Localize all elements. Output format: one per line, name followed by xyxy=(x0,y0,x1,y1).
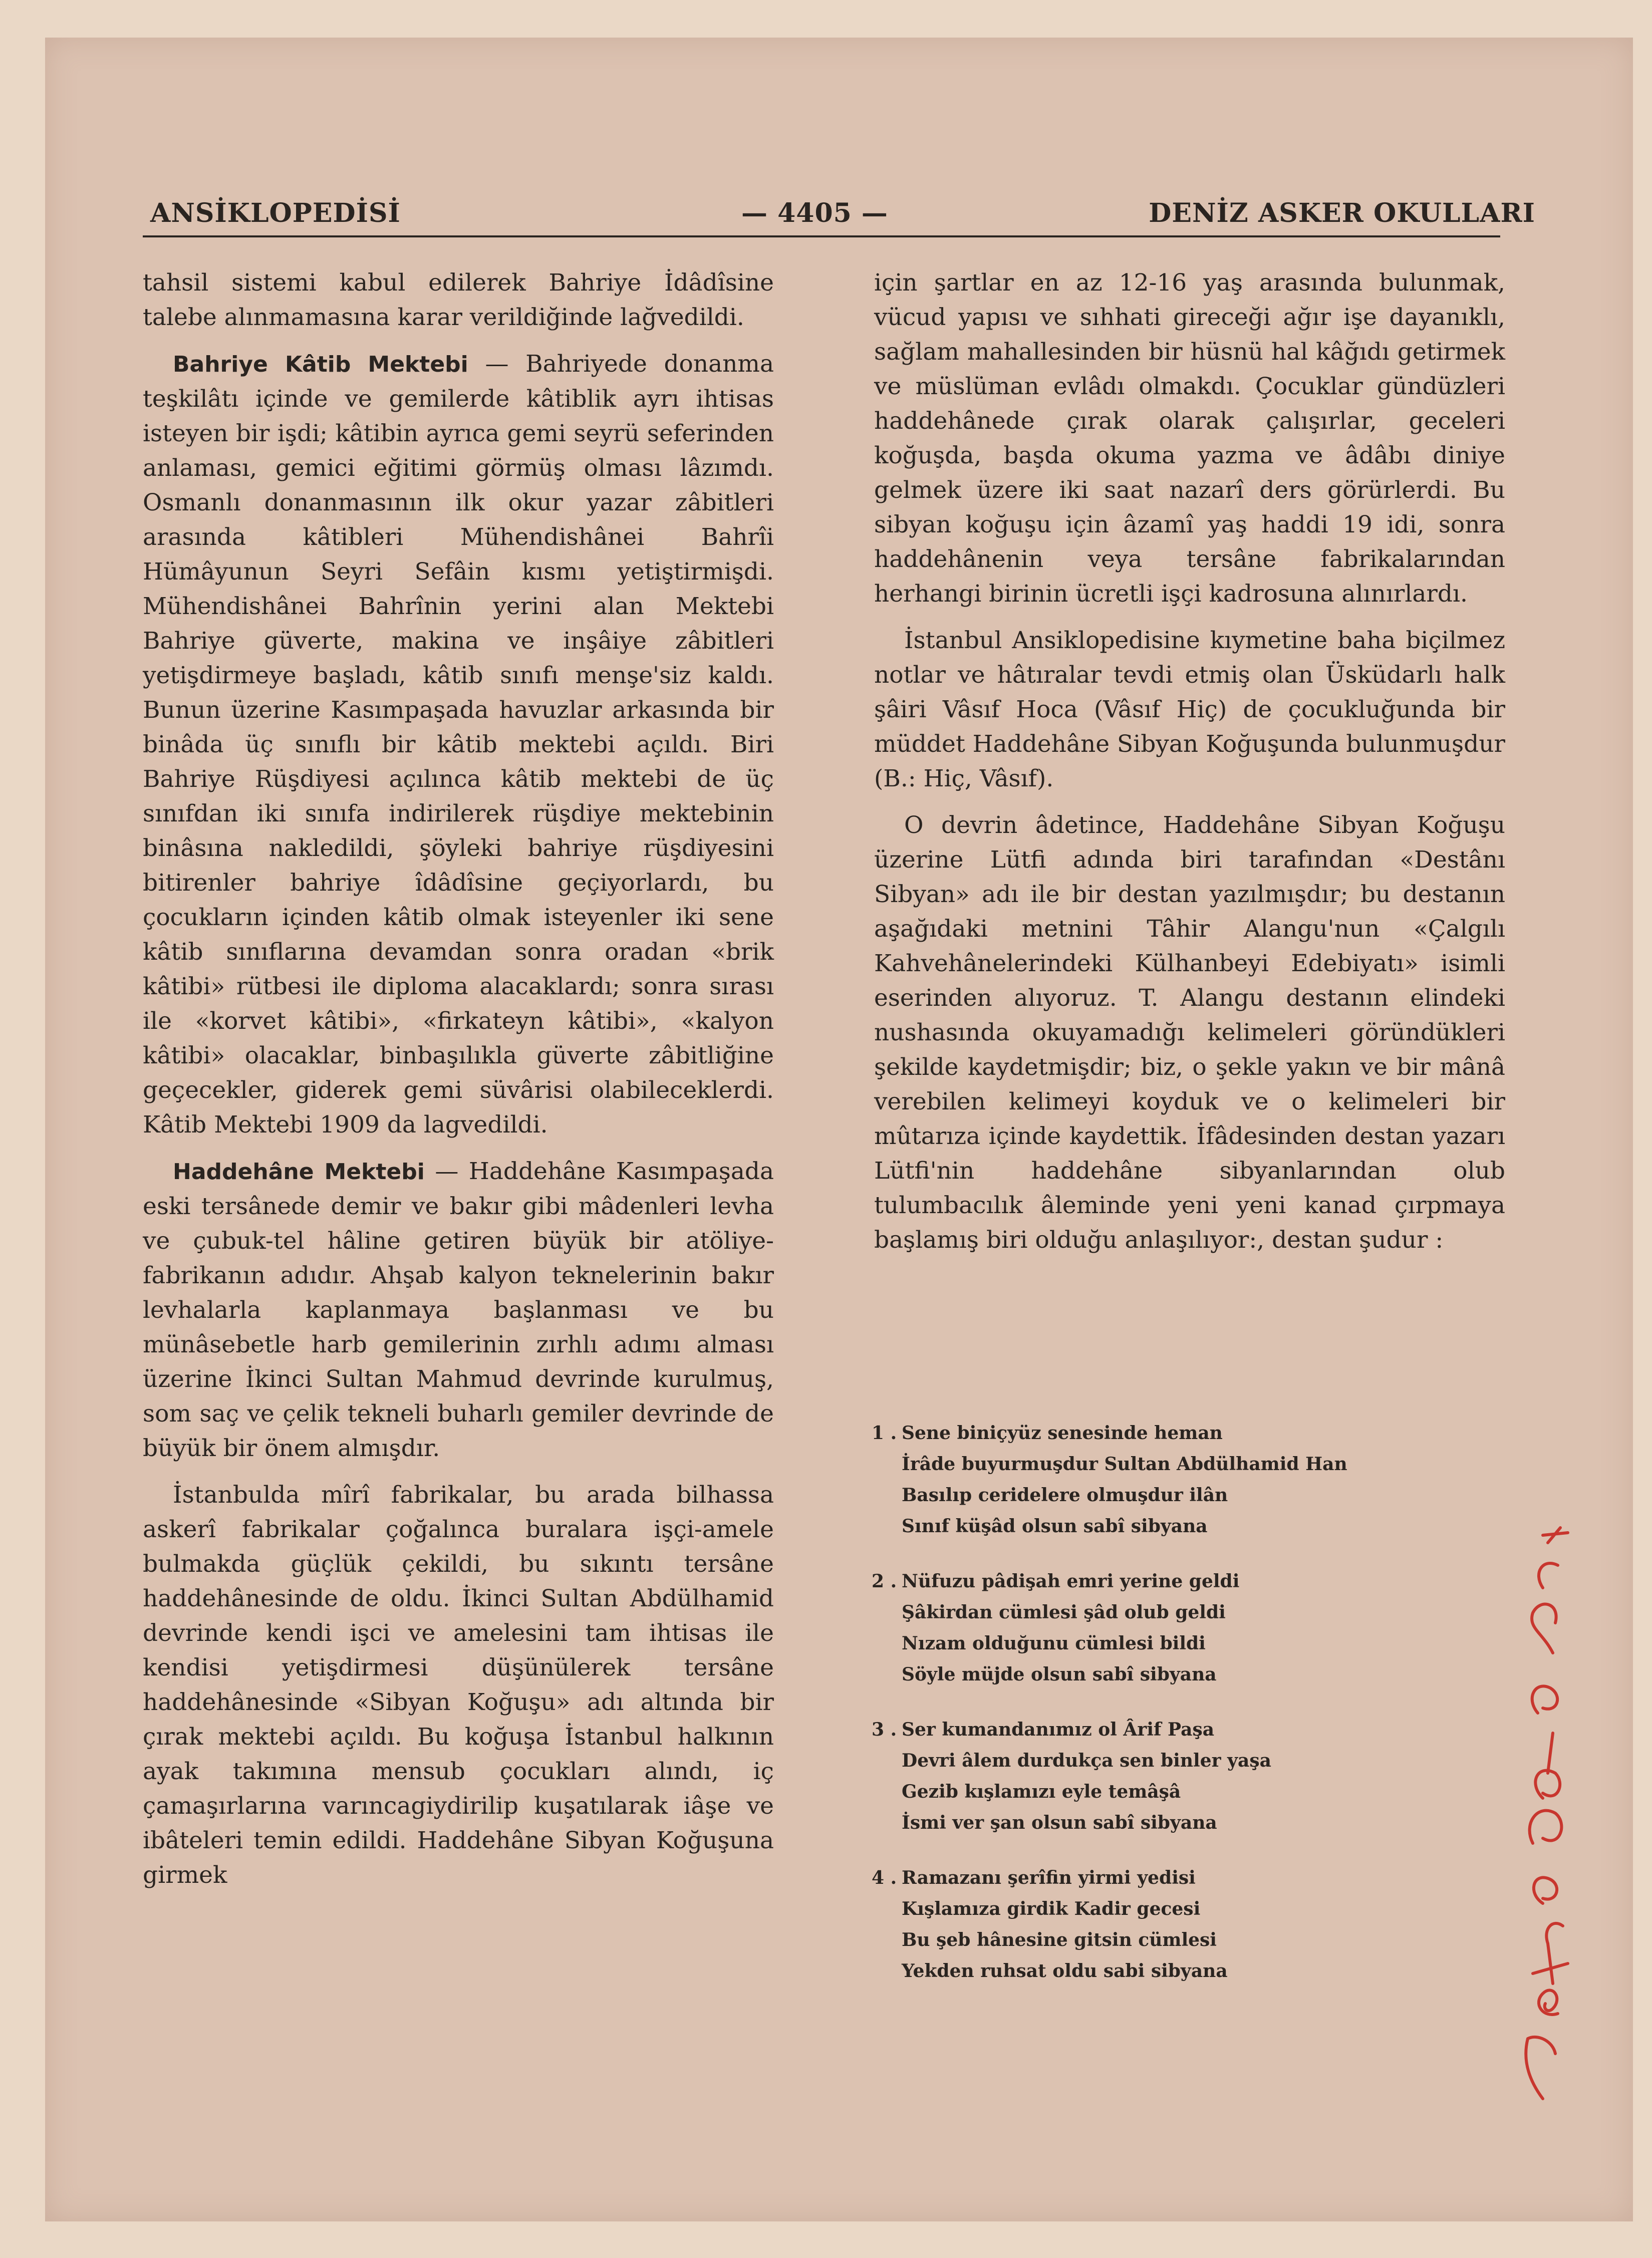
poem-line: Kışlamıza girdik Kadir gecesi xyxy=(902,1898,1201,1919)
poem-line: Basılıp ceridelere olmuşdur ilân xyxy=(902,1485,1228,1506)
page-number: — 4405 — xyxy=(741,198,888,228)
poem-line: İrâde buyurmuşdur Sultan Abdülhamid Han xyxy=(902,1454,1347,1475)
header-right: DENİZ ASKER OKULLARI xyxy=(1149,198,1535,228)
header-rule xyxy=(143,235,1500,237)
paragraph: için şartlar en az 12-16 yaş arasında bulunmak, vücud yapısı ve sıhhati gireceği ağır işe dayanıklı, sağlam mahallesinden bir hüsnü hal kâğıdı getirmek ve müslüman evlâdı olmakdı. Çocuklar gündüzleri haddehânede çırak olarak çalışırlar, geceleri koğuşda, başda okuma yazma ve âdâbı diniye gelmek üzere iki saat nazarî ders görürlerdi. Bu sibyan koğuşu için âzamî yaş haddi 19 idi, sonra haddehânenin veya tersâne fabrikalarından herhangi birinin ücretli işçi kadrosuna alınırlardı. xyxy=(874,269,1505,608)
poem-line: Nüfuzu pâdişah emri yerine geldi xyxy=(902,1571,1240,1592)
poem-stanza xyxy=(872,1566,1473,1690)
poem-line: Ramazanı şerîfin yirmi yedisi xyxy=(902,1867,1196,1888)
poem-line: Şâkirdan cümlesi şâd olub geldi xyxy=(902,1602,1226,1623)
handwritten-annotation xyxy=(1468,1453,1598,2104)
stanza-number: 4 . xyxy=(872,1867,897,1888)
section-heading: Haddehâne Mektebi xyxy=(173,1159,425,1185)
left-column xyxy=(143,265,774,1904)
poem-line: Yekden ruhsat oldu sabi sibyana xyxy=(902,1960,1228,1982)
poem-stanza xyxy=(872,1862,1473,1987)
poem-line: Nızam olduğunu cümlesi bildi xyxy=(902,1633,1206,1654)
poem-line: Ser kumandanımız ol Ârif Paşa xyxy=(902,1719,1215,1740)
section-heading: Bahriye Kâtib Mektebi xyxy=(173,352,468,377)
poem-line: Söyle müjde olsun sabî sibyana xyxy=(902,1664,1217,1685)
stanza-number: 1 . xyxy=(872,1423,897,1444)
paragraph: İstanbul Ansiklopedisine kıymetine baha biçilmez notlar ve hâtıralar tevdi etmiş olan Üsküdarlı halk şâiri Vâsıf Hoca (Vâsıf Hiç) de çocukluğunda bir müddet Haddehâne Sibyan Koğuşunda bulunmuşdur (B.: Hiç, Vâsıf). xyxy=(874,627,1505,792)
header-left: ANSİKLOPEDİSİ xyxy=(150,198,401,228)
paragraph: tahsil sistemi kabul edilerek Bahriye İdâdîsine talebe alınmamasına karar verildiğinde lağvedildi. xyxy=(143,269,774,331)
poem-stanza xyxy=(872,1418,1473,1542)
poem-line: Gezib kışlamızı eyle temâşâ xyxy=(902,1781,1181,1802)
paragraph: İstanbulda mîrî fabrikalar, bu arada bilhassa askerî fabrikalar çoğalınca buralara işçi-amele bulmakda güçlük çekildi, bu sıkıntı tersâne haddehânesinde de oldu. İkinci Sultan Abdülhamid devrinde kendi işci ve amelesini tam ihtisas ile kendisi yetişdirmesi düşünülerek tersâne haddehânesinde «Sibyan Koğuşu» adı altında bir çırak mektebi açıldı. Bu koğuşa İstanbul halkının ayak takımına mensub çocukları alındı, iç çamaşırlarına varıncagiydirilip kuşatılarak iâşe ve ibâteleri temin edildi. Haddehâne Sibyan Koğuşuna girmek xyxy=(143,1481,774,1889)
poem-line: Sınıf küşâd olsun sabî sibyana xyxy=(902,1516,1208,1537)
paragraph: O devrin âdetince, Haddehâne Sibyan Koğuşu üzerine Lütfi adında biri tarafından «Destânı Sibyan» adı ile bir destan yazılmışdır; bu destanın aşağıdaki metnini Tâhir Alangu'nun «Çalgılı Kahvehânelerindeki Külhanbeyi Edebiyatı» isimli eserinden alıyoruz. T. Alangu destanın elindeki nushasında okuyamadığı kelimeleri göründükleri şekilde kaydetmişdir; biz, o şekle yakın ve bir mânâ verebilen kelimeyi koyduk ve o kelimeleri bir mûtarıza içinde kaydettik. İfâdesinden destan yazarı Lütfi'nin haddehâne sibyanlarından olub tulumbacılık âleminde yeni yeni kanad çırpmaya başlamış biri olduğu anlaşılıyor:, destan şudur : xyxy=(874,811,1505,1254)
poem-line: İsmi ver şan olsun sabî sibyana xyxy=(902,1812,1217,1833)
running-header xyxy=(45,153,1633,228)
poem-stanza xyxy=(872,1714,1473,1838)
right-column xyxy=(874,265,1505,1269)
stanza-number: 3 . xyxy=(872,1719,897,1740)
paragraph: Bahriye Kâtib Mektebi — Bahriyede donanma teşkilâtı içinde ve gemilerde kâtiblik ayrı ihtisas isteyen bir işdi; kâtibin ayrıca gemi seyrü seferinden anlaması, gemici eğitimi görmüş olması lâzımdı. Osmanlı donanmasının ilk okur yazar zâbitleri arasında kâtibleri Mühendishânei Bahrîi Hümâyunun Seyri Sefâin kısmı yetiştirmişdi. Mühendishânei Bahrînin yerini alan Mektebi Bahriye güverte, makina ve inşâiye zâbitleri yetişdirmeye başladı, kâtib sınıfı menşe'siz kaldı. Bunun üzerine Kasımpaşada havuzlar arkasında bir binâda üç sınıflı bir kâtib mektebi açıldı. Biri Bahriye Rüşdiyesi açılınca kâtib mektebi de üç sınıfdan iki sınıfa indirilerek rüşdiye mektebinin binâsına nakledildi, şöyleki bahriye rüşdiyesini bitirenler bahriye îdâdîsine geçiyorlardı, bu çocukların içinden kâtib olmak isteyenler iki sene kâtib sınıflarına devamdan sonra oradan «brik kâtibi» rütbesi ile diploma alacaklardı; sonra sırası ile «korvet kâtibi», «firkateyn kâtibi», «kalyon kâtibi» olacaklar, binbaşılıkla güverte zâbitliğine geçecekler, giderek gemi süvârisi olabileceklerdi. Kâtib Mektebi 1909 da lagvedildi. xyxy=(143,350,774,1139)
poem-line: Devri âlem durdukça sen binler yaşa xyxy=(902,1750,1271,1771)
stanza-number: 2 . xyxy=(872,1571,897,1592)
poem-line: Sene biniçyüz senesinde heman xyxy=(902,1423,1223,1444)
poem-block xyxy=(872,1418,1473,2011)
poem-line: Bu şeb hânesine gitsin cümlesi xyxy=(902,1929,1217,1950)
paragraph: Haddehâne Mektebi — Haddehâne Kasımpaşada eski tersânede demir ve bakır gibi mâdenleri levha ve çubuk-tel hâline getiren büyük bir atöliye- fabrikanın adıdır. Ahşab kalyon teknelerinin bakır levhalarla kaplanmaya başlanması ve bu münâsebetle harb gemilerinin zırhlı adımı alması üzerine İkinci Sultan Mahmud devrinde kurulmuş, som saç ve çelik tekneli buharlı gemiler devrinde de büyük bir önem almışdır. xyxy=(143,1158,774,1462)
